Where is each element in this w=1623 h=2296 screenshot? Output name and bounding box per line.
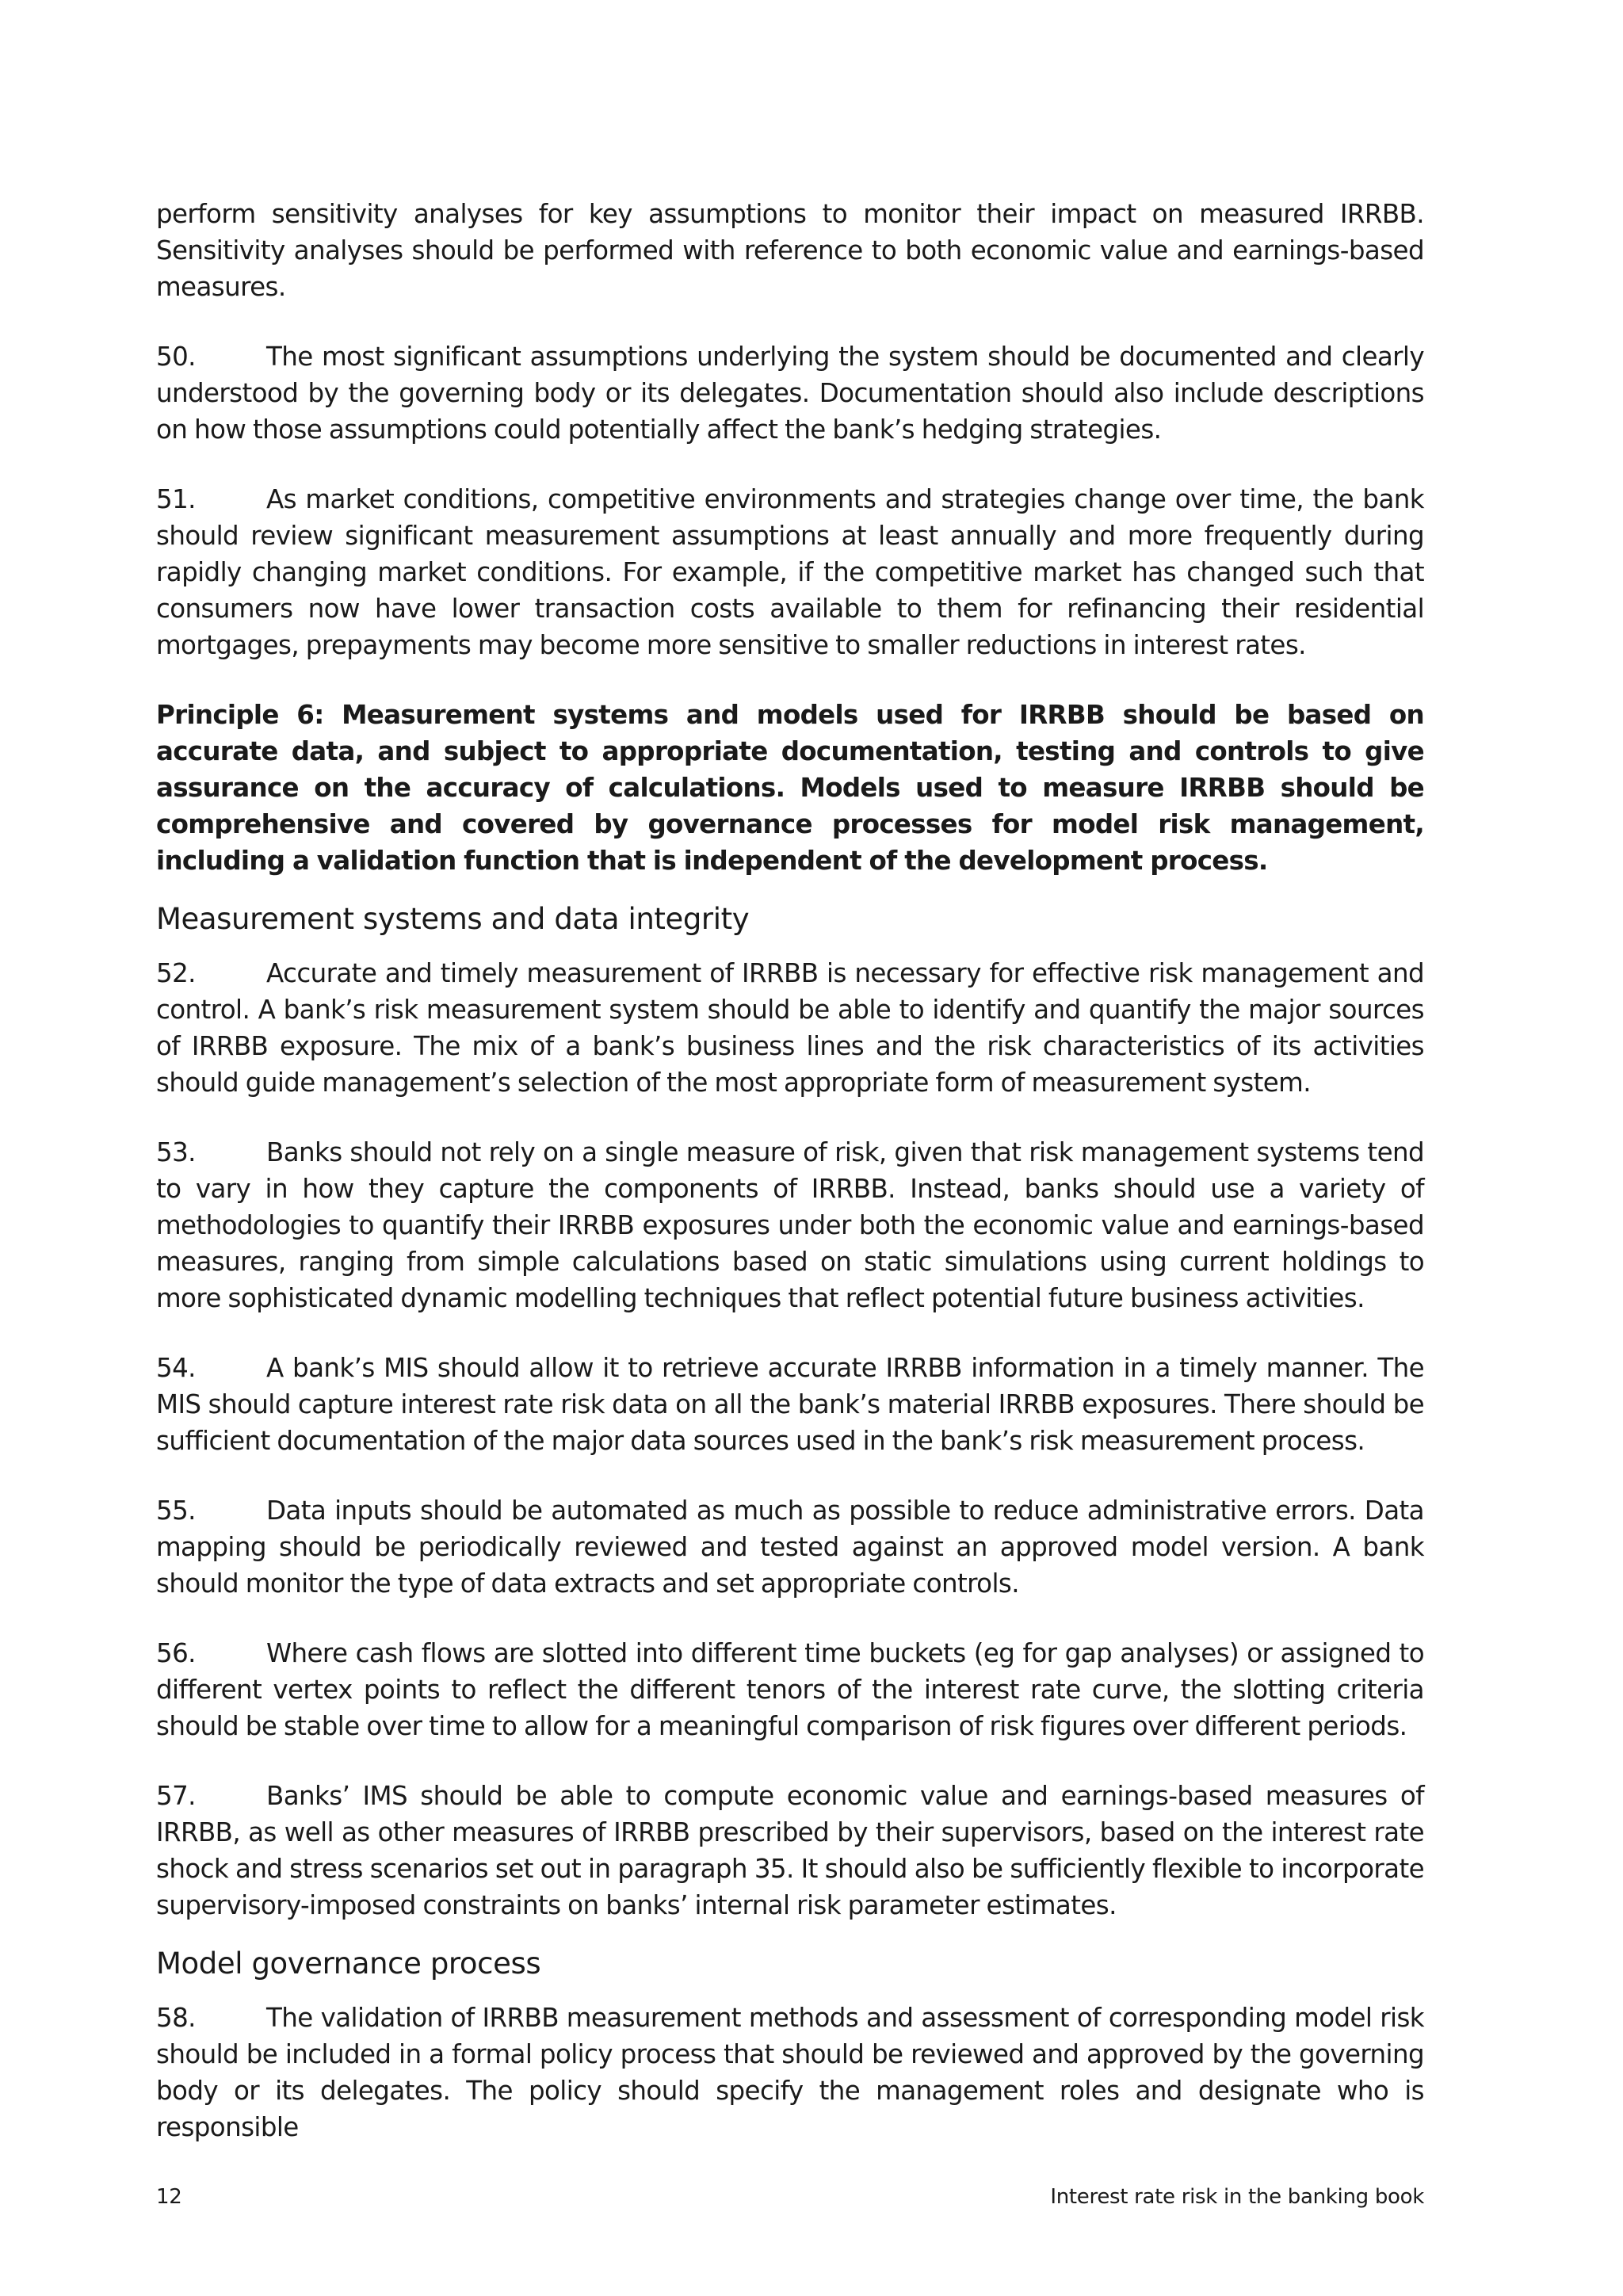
paragraph-text: As market conditions, competitive environments and strategies change over time, the bank should review significant measurement assumptions at least annually and more frequently during rapidly changing market conditions. For example, if the competitive market has changed such that consumers now have lower transaction costs available to them for refinancing their residential mortgages, prepayments may become more sensitive to smaller reductions in interest rates. (156, 484, 1424, 660)
paragraph-51 (156, 481, 1424, 663)
principle-6: Principle 6: Measurement systems and models used for IRRBB should be based on accurate data, and subject to appropriate documentation, testing and controls to give assurance on the accuracy of calculations. Models used to measure IRRBB should be comprehensive and covered by governance processes for model risk management, including a validation function that is independent of the development process. (156, 700, 1424, 876)
paragraph-57 (156, 1778, 1424, 1924)
paragraph-number: 56. (156, 1638, 196, 1668)
paragraph-55 (156, 1492, 1424, 1602)
paragraph-54 (156, 1350, 1424, 1459)
paragraph-text: perform sensitivity analyses for key assumptions to monitor their impact on measured IRRBB. Sensitivity analyses should be performed with reference to both economic value and earnings-based measures. (156, 199, 1424, 302)
paragraph-52 (156, 955, 1424, 1101)
paragraph-text: A bank’s MIS should allow it to retrieve accurate IRRBB information in a timely manner. The MIS should capture interest rate risk data on all the bank’s material IRRBB exposures. There should be sufficient documentation of the major data sources used in the bank’s risk measurement process. (156, 1353, 1424, 1456)
running-title: Interest rate risk in the banking book (1050, 2185, 1424, 2209)
paragraph-50 (156, 338, 1424, 448)
paragraph-text: The validation of IRRBB measurement methods and assessment of corresponding model risk should be included in a formal policy process that should be reviewed and approved by the governing body or its delegates. The policy should specify the management roles and designate who is responsible (156, 2003, 1424, 2142)
paragraph-text: Banks’ IMS should be able to compute economic value and earnings-based measures of IRRBB, as well as other measures of IRRBB prescribed by their supervisors, based on the interest rate shock and stress scenarios set out in paragraph 35. It should also be sufficiently flexible to incorporate supervisory-imposed constraints on banks’ internal risk parameter estimates. (156, 1781, 1424, 1920)
paragraph-continued (156, 196, 1424, 305)
paragraph-text: Banks should not rely on a single measure of risk, given that risk management systems tend to vary in how they capture the components of IRRBB. Instead, banks should use a variety of methodologies to quantify their IRRBB exposures under both the economic value and earnings-based measures, ranging from simple calculations based on static simulations using current holdings to more sophisticated dynamic modelling techniques that reflect potential future business activities. (156, 1137, 1424, 1313)
paragraph-number: 58. (156, 2003, 196, 2033)
document-body (156, 196, 1424, 2179)
section-heading-model-governance: Model governance process (156, 1946, 541, 1981)
paragraph-number: 52. (156, 958, 196, 988)
paragraph-number: 51. (156, 484, 196, 514)
paragraph-58 (156, 2000, 1424, 2145)
page-number: 12 (156, 2185, 182, 2209)
paragraph-53 (156, 1134, 1424, 1316)
paragraph-number: 53. (156, 1137, 196, 1167)
paragraph-number: 55. (156, 1496, 196, 1526)
paragraph-number: 50. (156, 342, 196, 372)
paragraph-text: Accurate and timely measurement of IRRBB is necessary for effective risk management and control. A bank’s risk measurement system should be able to identify and quantify the major sources of IRRBB exposure. The mix of a bank’s business lines and the risk characteristics of its activities should guide management’s selection of the most appropriate form of measurement system. (156, 958, 1424, 1098)
paragraph-56 (156, 1635, 1424, 1744)
paragraph-text: The most significant assumptions underlying the system should be documented and clearly understood by the governing body or its delegates. Documentation should also include descriptions on how those assumptions could potentially affect the bank’s hedging strategies. (156, 342, 1424, 445)
section-heading-measurement-systems: Measurement systems and data integrity (156, 902, 750, 936)
paragraph-text: Data inputs should be automated as much as possible to reduce administrative errors. Data mapping should be periodically reviewed and tested against an approved model version. A bank should monitor the type of data extracts and set appropriate controls. (156, 1496, 1424, 1599)
paragraph-number: 54. (156, 1353, 196, 1383)
paragraph-number: 57. (156, 1781, 196, 1811)
paragraph-text: Where cash flows are slotted into different time buckets (eg for gap analyses) or assigned to different vertex points to reflect the different tenors of the interest rate curve, the slotting criteria should be stable over time to allow for a meaningful comparison of risk figures over different periods. (156, 1638, 1424, 1741)
